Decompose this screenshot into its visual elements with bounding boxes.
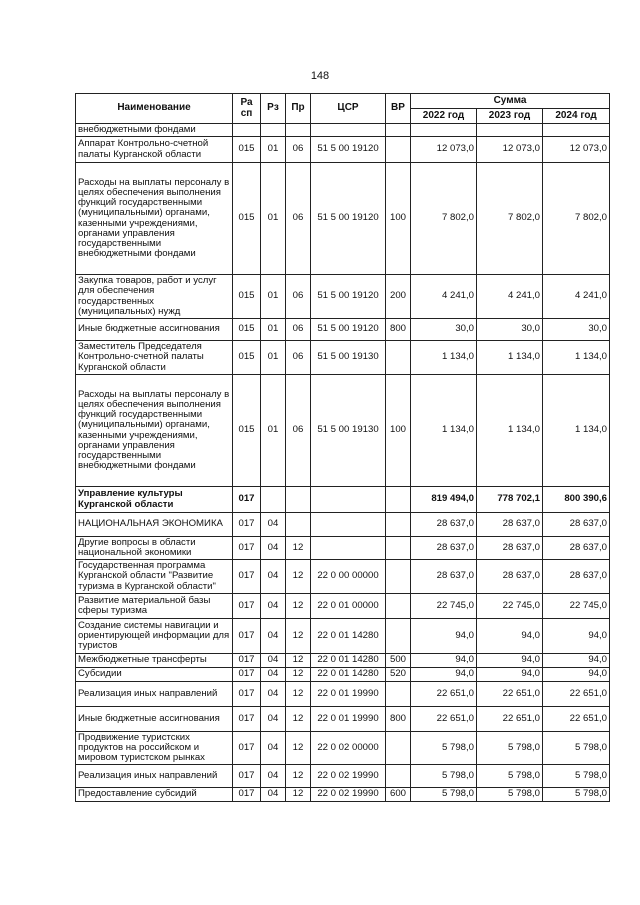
- cell-rasp: 017: [233, 594, 261, 619]
- cell-rasp: 015: [233, 341, 261, 375]
- cell-y2024: 5 798,0: [543, 732, 610, 765]
- cell-csr: 22 0 01 14280: [311, 668, 386, 682]
- cell-rz: 01: [261, 137, 286, 163]
- cell-pr: 12: [286, 619, 311, 654]
- cell-name: Аппарат Контрольно-счетной палаты Курганской области: [76, 137, 233, 163]
- cell-csr: [311, 487, 386, 513]
- table-row: [76, 765, 610, 788]
- cell-vr: [386, 341, 411, 375]
- cell-name: Управление культуры Курганской области: [76, 487, 233, 513]
- cell-name: Создание системы навигации и ориентирующей информации для туристов: [76, 619, 233, 654]
- cell-csr: 22 0 01 14280: [311, 654, 386, 668]
- cell-csr: 22 0 02 00000: [311, 732, 386, 765]
- cell-vr: [386, 765, 411, 788]
- table-row: [76, 163, 610, 275]
- cell-rasp: 017: [233, 765, 261, 788]
- cell-pr: 12: [286, 537, 311, 560]
- table-row: [76, 487, 610, 513]
- header-name: Наименование: [76, 94, 233, 124]
- header-2022: 2022 год: [411, 109, 477, 124]
- cell-csr: 22 0 00 00000: [311, 560, 386, 594]
- cell-y2022: 30,0: [411, 319, 477, 341]
- cell-pr: 12: [286, 765, 311, 788]
- cell-y2022: 5 798,0: [411, 788, 477, 802]
- cell-csr: 22 0 01 19990: [311, 682, 386, 707]
- cell-csr: [311, 124, 386, 137]
- cell-y2023: 94,0: [477, 654, 543, 668]
- cell-rasp: 017: [233, 654, 261, 668]
- cell-csr: 22 0 01 19990: [311, 707, 386, 732]
- table-row: [76, 707, 610, 732]
- cell-y2024: 94,0: [543, 654, 610, 668]
- cell-y2024: 1 134,0: [543, 375, 610, 487]
- cell-rz: 04: [261, 560, 286, 594]
- cell-csr: 51 5 00 19120: [311, 319, 386, 341]
- cell-rz: 04: [261, 682, 286, 707]
- cell-name: Государственная программа Курганской области "Развитие туризма в Курганской области": [76, 560, 233, 594]
- cell-rasp: 017: [233, 487, 261, 513]
- cell-name: Расходы на выплаты персоналу в целях обеспечения выполнения функций государственными (муниципальными) органами, казенными учреждениями, органами управления государственными внебюджетными фондами: [76, 375, 233, 487]
- cell-csr: 22 0 02 19990: [311, 765, 386, 788]
- header-2023: 2023 год: [477, 109, 543, 124]
- header-rasp: Ра сп: [233, 94, 261, 124]
- cell-rz: [261, 487, 286, 513]
- cell-vr: 200: [386, 275, 411, 319]
- cell-y2022: 5 798,0: [411, 732, 477, 765]
- cell-pr: 12: [286, 560, 311, 594]
- cell-y2023: 30,0: [477, 319, 543, 341]
- cell-y2022: 12 073,0: [411, 137, 477, 163]
- cell-y2023: 778 702,1: [477, 487, 543, 513]
- cell-rasp: 017: [233, 732, 261, 765]
- cell-y2023: 5 798,0: [477, 788, 543, 802]
- header-2024: 2024 год: [543, 109, 610, 124]
- cell-rasp: 017: [233, 619, 261, 654]
- cell-vr: [386, 732, 411, 765]
- cell-vr: 800: [386, 707, 411, 732]
- cell-pr: 06: [286, 163, 311, 275]
- cell-y2023: 4 241,0: [477, 275, 543, 319]
- cell-vr: [386, 513, 411, 537]
- cell-y2024: 22 745,0: [543, 594, 610, 619]
- cell-y2022: 4 241,0: [411, 275, 477, 319]
- cell-y2022: 22 745,0: [411, 594, 477, 619]
- cell-rasp: 015: [233, 275, 261, 319]
- cell-rasp: 017: [233, 668, 261, 682]
- cell-y2024: 800 390,6: [543, 487, 610, 513]
- cell-vr: 600: [386, 788, 411, 802]
- cell-y2023: 1 134,0: [477, 375, 543, 487]
- cell-y2023: 22 651,0: [477, 707, 543, 732]
- cell-y2022: 94,0: [411, 654, 477, 668]
- cell-y2023: 28 637,0: [477, 537, 543, 560]
- cell-y2023: 28 637,0: [477, 513, 543, 537]
- cell-csr: 22 0 02 19990: [311, 788, 386, 802]
- cell-rz: 04: [261, 788, 286, 802]
- table-row: [76, 560, 610, 594]
- cell-y2023: 7 802,0: [477, 163, 543, 275]
- cell-csr: 51 5 00 19130: [311, 375, 386, 487]
- cell-y2024: 28 637,0: [543, 537, 610, 560]
- table-row: [76, 341, 610, 375]
- cell-rasp: 017: [233, 682, 261, 707]
- cell-name: Закупка товаров, работ и услуг для обеспечения государственных (муниципальных) нужд: [76, 275, 233, 319]
- cell-pr: 06: [286, 375, 311, 487]
- cell-y2024: 7 802,0: [543, 163, 610, 275]
- cell-pr: [286, 487, 311, 513]
- cell-pr: 06: [286, 319, 311, 341]
- cell-vr: 100: [386, 375, 411, 487]
- table-row: [76, 619, 610, 654]
- cell-rasp: 015: [233, 163, 261, 275]
- cell-pr: 12: [286, 654, 311, 668]
- cell-rz: 04: [261, 619, 286, 654]
- cell-rasp: 015: [233, 319, 261, 341]
- cell-vr: [386, 487, 411, 513]
- cell-y2024: 30,0: [543, 319, 610, 341]
- cell-name: Предоставление субсидий: [76, 788, 233, 802]
- header-vr: ВР: [386, 94, 411, 124]
- cell-name: Межбюджетные трансферты: [76, 654, 233, 668]
- cell-y2022: [411, 124, 477, 137]
- cell-name: Развитие материальной базы сферы туризма: [76, 594, 233, 619]
- page-number: 148: [310, 70, 330, 82]
- table-row: [76, 788, 610, 802]
- cell-rasp: 017: [233, 707, 261, 732]
- cell-y2024: 22 651,0: [543, 707, 610, 732]
- table-row: [76, 537, 610, 560]
- cell-y2023: 94,0: [477, 619, 543, 654]
- cell-y2024: 28 637,0: [543, 513, 610, 537]
- cell-pr: 12: [286, 668, 311, 682]
- cell-rz: 01: [261, 375, 286, 487]
- header-sum: Сумма: [411, 94, 610, 109]
- cell-y2024: 94,0: [543, 619, 610, 654]
- table-body: [76, 124, 610, 802]
- cell-y2024: 94,0: [543, 668, 610, 682]
- cell-rasp: 017: [233, 788, 261, 802]
- cell-csr: 22 0 01 00000: [311, 594, 386, 619]
- cell-y2024: [543, 124, 610, 137]
- cell-name: Иные бюджетные ассигнования: [76, 707, 233, 732]
- cell-y2022: 819 494,0: [411, 487, 477, 513]
- cell-y2022: 1 134,0: [411, 375, 477, 487]
- cell-name: НАЦИОНАЛЬНАЯ ЭКОНОМИКА: [76, 513, 233, 537]
- cell-csr: [311, 513, 386, 537]
- cell-y2022: 5 798,0: [411, 765, 477, 788]
- cell-rz: 04: [261, 537, 286, 560]
- cell-rz: 04: [261, 594, 286, 619]
- cell-y2022: 28 637,0: [411, 513, 477, 537]
- header-rz: Рз: [261, 94, 286, 124]
- cell-name: Продвижение туристских продуктов на российском и мировом туристском рынках: [76, 732, 233, 765]
- cell-vr: [386, 560, 411, 594]
- cell-rasp: [233, 124, 261, 137]
- cell-vr: 800: [386, 319, 411, 341]
- table-row: [76, 732, 610, 765]
- cell-y2022: 22 651,0: [411, 682, 477, 707]
- cell-vr: [386, 137, 411, 163]
- cell-y2022: 1 134,0: [411, 341, 477, 375]
- table-row: [76, 654, 610, 668]
- cell-pr: 12: [286, 707, 311, 732]
- cell-rz: 04: [261, 668, 286, 682]
- cell-name: Субсидии: [76, 668, 233, 682]
- cell-pr: 06: [286, 275, 311, 319]
- cell-pr: 12: [286, 594, 311, 619]
- cell-pr: 12: [286, 682, 311, 707]
- table-row: [76, 668, 610, 682]
- cell-vr: 520: [386, 668, 411, 682]
- cell-y2023: 5 798,0: [477, 765, 543, 788]
- cell-csr: 22 0 01 14280: [311, 619, 386, 654]
- cell-rz: 04: [261, 707, 286, 732]
- table-row: [76, 682, 610, 707]
- budget-table: [75, 93, 610, 802]
- cell-y2024: 22 651,0: [543, 682, 610, 707]
- cell-y2023: 28 637,0: [477, 560, 543, 594]
- cell-rz: 04: [261, 513, 286, 537]
- cell-csr: 51 5 00 19130: [311, 341, 386, 375]
- cell-rasp: 017: [233, 513, 261, 537]
- table-row: [76, 513, 610, 537]
- table-row: [76, 594, 610, 619]
- cell-name: Иные бюджетные ассигнования: [76, 319, 233, 341]
- cell-csr: 51 5 00 19120: [311, 137, 386, 163]
- cell-y2023: 94,0: [477, 668, 543, 682]
- cell-rz: 01: [261, 163, 286, 275]
- cell-vr: [386, 594, 411, 619]
- header-pr: Пр: [286, 94, 311, 124]
- cell-y2023: 22 651,0: [477, 682, 543, 707]
- cell-y2023: 22 745,0: [477, 594, 543, 619]
- cell-name: Реализация иных направлений: [76, 765, 233, 788]
- cell-y2023: 1 134,0: [477, 341, 543, 375]
- cell-pr: 12: [286, 732, 311, 765]
- cell-csr: [311, 537, 386, 560]
- cell-name: внебюджетными фондами: [76, 124, 233, 137]
- cell-y2024: 28 637,0: [543, 560, 610, 594]
- cell-rz: 04: [261, 765, 286, 788]
- table-row: [76, 275, 610, 319]
- cell-pr: [286, 513, 311, 537]
- cell-csr: 51 5 00 19120: [311, 275, 386, 319]
- cell-name: Реализация иных направлений: [76, 682, 233, 707]
- cell-y2024: 12 073,0: [543, 137, 610, 163]
- cell-vr: 100: [386, 163, 411, 275]
- cell-y2022: 94,0: [411, 668, 477, 682]
- cell-y2023: 12 073,0: [477, 137, 543, 163]
- cell-rz: 04: [261, 732, 286, 765]
- cell-y2023: [477, 124, 543, 137]
- cell-y2022: 28 637,0: [411, 537, 477, 560]
- table-row: [76, 319, 610, 341]
- table-row: [76, 375, 610, 487]
- cell-vr: [386, 537, 411, 560]
- cell-rz: 04: [261, 654, 286, 668]
- cell-rz: [261, 124, 286, 137]
- cell-name: Заместитель Председателя Контрольно-счетной палаты Курганской области: [76, 341, 233, 375]
- table-row: [76, 124, 610, 137]
- cell-pr: [286, 124, 311, 137]
- cell-name: Расходы на выплаты персоналу в целях обеспечения выполнения функций государственными (муниципальными) органами, казенными учреждениями, органами управления государственными внебюджетными фондами: [76, 163, 233, 275]
- cell-y2023: 5 798,0: [477, 732, 543, 765]
- cell-y2024: 1 134,0: [543, 341, 610, 375]
- header-csr: ЦСР: [311, 94, 386, 124]
- cell-y2024: 5 798,0: [543, 765, 610, 788]
- cell-y2022: 28 637,0: [411, 560, 477, 594]
- table-row: [76, 137, 610, 163]
- cell-rz: 01: [261, 319, 286, 341]
- cell-vr: [386, 682, 411, 707]
- cell-rz: 01: [261, 341, 286, 375]
- cell-rasp: 015: [233, 375, 261, 487]
- cell-y2024: 5 798,0: [543, 788, 610, 802]
- cell-y2024: 4 241,0: [543, 275, 610, 319]
- cell-vr: [386, 619, 411, 654]
- cell-rz: 01: [261, 275, 286, 319]
- cell-rasp: 015: [233, 137, 261, 163]
- cell-y2022: 7 802,0: [411, 163, 477, 275]
- cell-pr: 06: [286, 137, 311, 163]
- cell-vr: [386, 124, 411, 137]
- cell-name: Другие вопросы в области национальной экономики: [76, 537, 233, 560]
- cell-rasp: 017: [233, 560, 261, 594]
- cell-y2022: 94,0: [411, 619, 477, 654]
- cell-pr: 06: [286, 341, 311, 375]
- cell-vr: 500: [386, 654, 411, 668]
- cell-csr: 51 5 00 19120: [311, 163, 386, 275]
- cell-pr: 12: [286, 788, 311, 802]
- cell-y2022: 22 651,0: [411, 707, 477, 732]
- cell-rasp: 017: [233, 537, 261, 560]
